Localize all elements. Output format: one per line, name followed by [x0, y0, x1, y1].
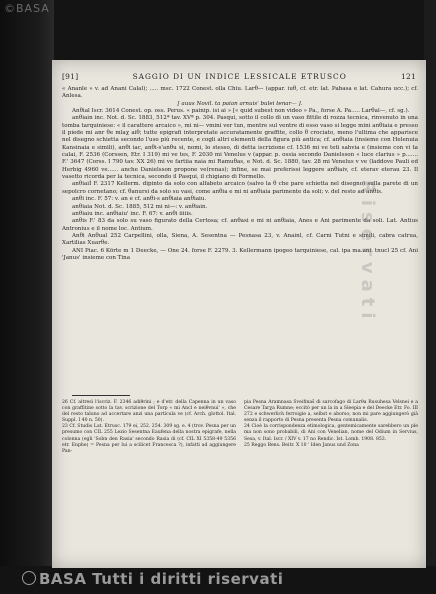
paragraph: [ auus Novil. ta paian arnuis' bulei tenar— ].	[177, 100, 303, 107]
running-header	[62, 70, 416, 82]
scan-book-gutter	[0, 0, 54, 594]
watermark-bottom-text: BASA Tutti i diritti riservati	[39, 570, 284, 588]
page-number-left: [91]	[62, 71, 79, 81]
page-number-right: 121	[400, 71, 416, 81]
footnote: 26 Cf. altresì l'iscriz. F. 2346 adiθrini ; e d'etr. della Capenna in un vaso con graffitine sotto la tav. scrizione del Torp « mi Ancl e neiθvnui' », che del resto taluno ad accertare anzi una partícula ve (cf. Arch. glottol. Ital. Suppl. I 40 n. 50).	[62, 400, 236, 424]
footnote: 25 Reggo Bens. Beitr. X 10 ' Iden Janus und Zona	[244, 442, 359, 448]
scan-top-border	[0, 0, 436, 60]
footnote-rule	[72, 395, 130, 396]
copyright-logo-icon	[22, 571, 36, 585]
footnote: 24 Cioè la corrispondenza etimologica, gentemicamente sarebbero un ple ma non sono probabili, di Ani con Venelian, nome del Odium in Servius, Sesa, v. Ital. Iscr. / XIV v. 17 no Rendic. Ist. Lomb. 1908. 853.	[244, 424, 418, 442]
footnote: 23 Cf. Studio Lat. Etrusc. 179 ei, 252. 254. 309 sg. e. 4 (trov. Pesna per un presumo con CIL 255 Lezio Sesentna Eaufena della nostra epigrafe, nella colonna (egli 'Sobn den Rasia' secondo Rasia di (cf. CIL XI 5358-49 5356 etr. Enphe) = Pesna per lui a scilicet Francesca ?), infatti ad aggiungere Pan-	[62, 424, 236, 454]
watermark-bottom	[22, 570, 283, 588]
paragraph: anθis F.' 83 da solo su vaso figurato della Certosa; cf. anθasi e mi ni anθiaia, Anes e Ani parimente da soli. Lat. Antius Antronius e il nome loc. Antium.	[62, 218, 418, 232]
running-title: SAGGIO DI UN INDICE LESSICALE ETRUSCO	[132, 71, 347, 81]
paragraph: anθiaia Not. d. Sc. 1885, 512 mi ni—: v. anθiain.	[72, 203, 208, 210]
paragraph: Anθial Iscr. 3614 Conest. op. oss. Perus. « painip. isi ai » [« quid subest non video » Pa., forse A. Pa..... Larθal—, cf. sg.).	[72, 108, 410, 115]
paragraph: anθiaiu inc. anθiaiu' inc. F. 67: v. anθi iiiiis.	[72, 210, 193, 217]
watermark-vertical: Riservati	[357, 180, 378, 325]
paragraph: anθiaiÍ F. 2317 Kellerm. dipinto da solo con alfabeto arcaico (salvo la θ che pare schietta nel disegno) sulla parete di un sepolcro cornetano; cf. θanursi da solo su vasi, come anθia e mi ni anθiaia parimente da soli; v. del resto ad anθis.	[62, 181, 418, 195]
paragraph: « Ananle » v. ad Anani Calal); ..... msc. 1722 Conest. olla Chiu. Larθ— (appar. iuθ, cf. etr. lat. Pabasa e lat. Cahura ucc.); cf. Anlesa.	[62, 86, 418, 100]
footnote: pia Pesna Aramnasa Sveifinaš di sarcofago di Larθa Rusuhesa Velsnei e a Cesare Tarχa Rumne; eccitò per un la in a Sleepia e del Deecke Etr. Fo. III 272 e schwerlich ferroigie a, selbst e aborso; non mi pare aggiungerò già senza il rapporto di Pesna presenta Pesna comunalis.	[244, 400, 418, 424]
paragraph: ANI Piac. 6 Körte m 1 Deecke, — One 24. forse F. 2279. 3. Kellermann ipogeo tarquiniese, cal. ipa ma.ani. tnucl 25 cf. Ani 'Janus' insieme con Tina	[62, 247, 418, 261]
watermark-top: ©BASA	[4, 2, 50, 15]
paragraph: anθi inc. F. 57: v. an e cf. anθi-s anθiaia anθiaiu.	[72, 196, 207, 203]
paragraph: Anθi Anθual 252 Carpellini, olla, Siena, A. Sesentna — Pesnasa 23, v. Anainl, cf. Carni Tutni e simili, cabra catrua, Xartilias Xuarθe.	[62, 232, 418, 247]
paragraph: anθiain inc. Not. d. Sc. 1883, 512* tav. XVª p. 304. Pasqui, sotto il collo di un vaso fittile di rozza tecnica, rinvenuto in una tomba tarquiniese: « il carattere arcaico », mi ni— vmini ver tun, mentre sul ventre di esso vaso si legge mini anθiaia e presso il piede mi anr θe mlaχ aiθ; tutte epigrafi interpretate accuratamente graffite, collo θ crociato, meno l'ultima che apparisce nel disegno schietta secondo l'uso più recente, e cogli altri elementi della figura più antica; cf. anθiaia (insieme con Helenuia Kansinaia e simili), anθi iac, anθi-s'anθu si, nomi, lo stesso, di detta iscrizione cf. 1536 mi ve teti sahvia e (insieme con vi ta calai, F. 2536 (Corssen, Etr. I 319) mi ve tes, F. 2030 mi Venelus v (appar. p. ossia secondo Danielsson « luce clarius » p....... F.' 3647 (Corss. I 790 tav. XX 26) mi ve fartiia naia mi Ramuθas, e Not. d. Sc. 1880, tav. 28 mi Venelus v ve (laddove Pauli ed Herbig 4960 ve...... anche Danielsson propone ve(renas); infine, se mai preferissi leggere anθiaiv, cf. eterav eterau 23. Il vasetto ricorda per la tecnica, secondo il Pasqui, il chigiano di Formello.	[62, 115, 418, 181]
footnotes-left-column	[62, 400, 236, 552]
footnotes-right-column	[244, 400, 418, 552]
